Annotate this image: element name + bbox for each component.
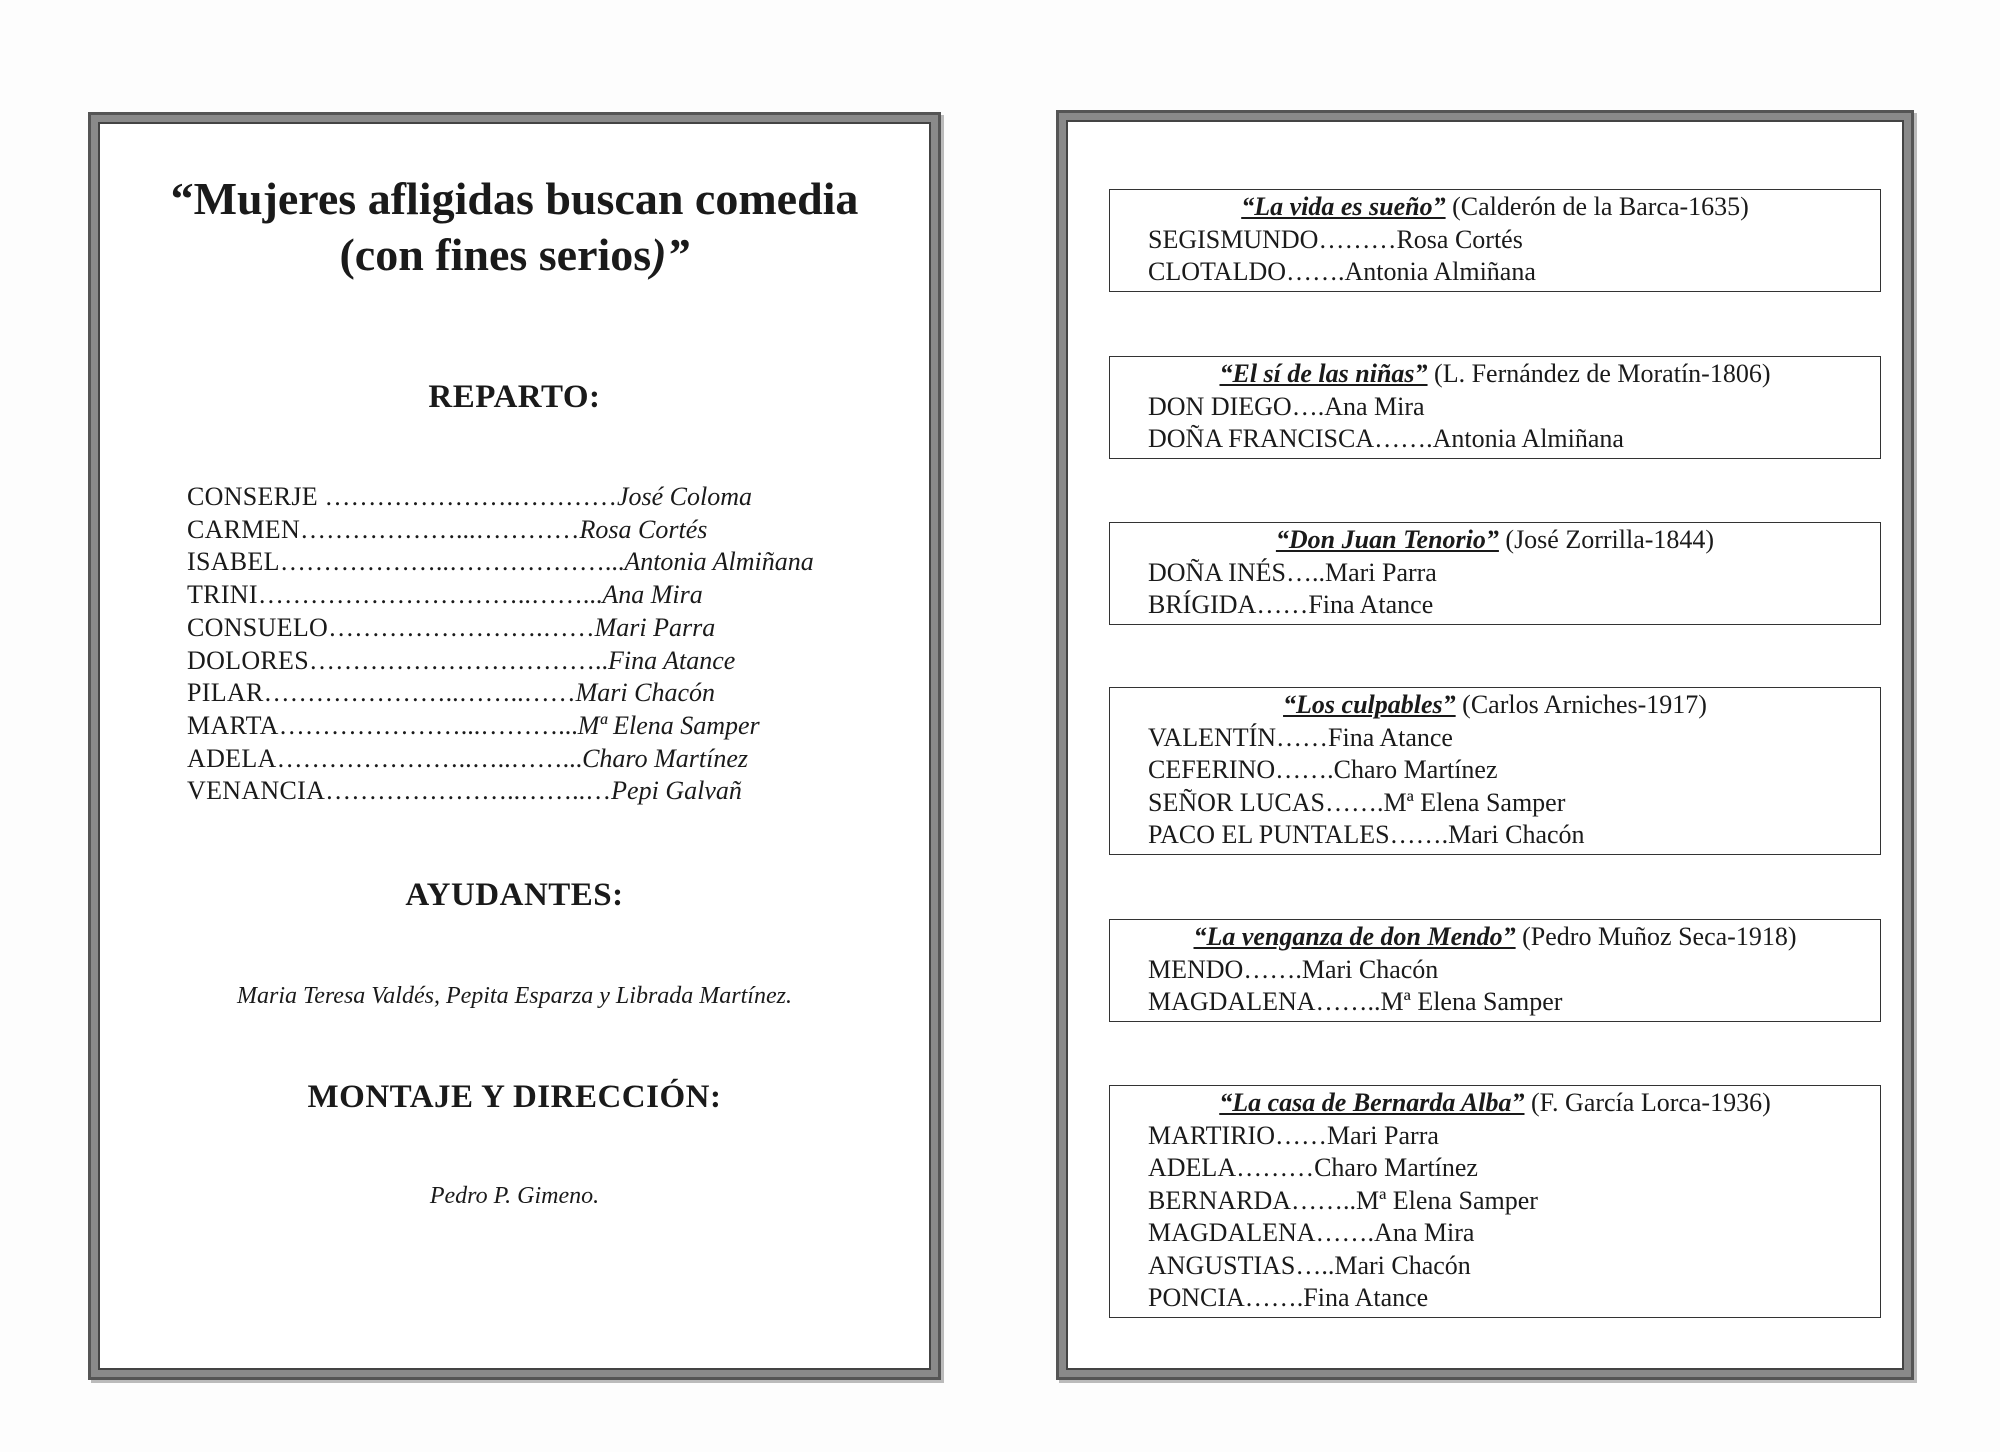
play-role: MAGDALENA……..Mª Elena Samper xyxy=(1148,987,1563,1016)
play-title-line-2-main: (con fines serios xyxy=(339,229,652,280)
cast-dots: …………………...………... xyxy=(278,710,578,740)
cast-item xyxy=(187,645,814,678)
cast-dots: …………………..…..……... xyxy=(276,743,583,773)
cast-dots: …………………………….. xyxy=(309,645,608,675)
play-role: BERNARDA……..Mª Elena Samper xyxy=(1148,1185,1538,1215)
play-name: “La vida es sueño” xyxy=(1241,192,1446,221)
cast-actor: Mari Chacón xyxy=(575,678,716,708)
play-box xyxy=(1109,919,1881,1022)
play-name: “El sí de las niñas” xyxy=(1219,359,1428,388)
play-box xyxy=(1109,522,1881,625)
cast-list xyxy=(187,481,814,808)
play-role: DOÑA FRANCISCA…….Antonia Almiñana xyxy=(1148,424,1624,453)
cast-role: CONSERJE xyxy=(187,482,318,511)
play-box-title xyxy=(1110,358,1880,391)
cast-actor: Ana Mira xyxy=(602,580,703,610)
ayudantes-text: Maria Teresa Valdés, Pepita Esparza y Librada Martínez. xyxy=(237,983,792,1009)
cast-item xyxy=(187,481,814,514)
play-box-title xyxy=(1110,689,1880,722)
play-box xyxy=(1109,189,1881,292)
cast-dots: ………………..………………... xyxy=(279,547,625,577)
cast-role: TRINI xyxy=(187,580,258,610)
play-box-title xyxy=(1110,921,1880,954)
cast-dots: ………………...………… xyxy=(300,514,580,544)
play-role: MARTIRIO……Mari Parra xyxy=(1148,1120,1439,1150)
cast-dots: …………………..……..…… xyxy=(263,678,576,708)
play-role: BRÍGIDA……Fina Atance xyxy=(1148,590,1434,619)
cast-item xyxy=(187,743,814,776)
play-name: “La venganza de don Mendo” xyxy=(1193,922,1516,951)
right-page-panel xyxy=(1056,110,1914,1380)
play-title-line-2 xyxy=(91,227,938,283)
play-box xyxy=(1109,687,1881,855)
play-info: (L. Fernández de Moratín-1806) xyxy=(1427,359,1771,388)
play-role: PACO EL PUNTALES…….Mari Chacón xyxy=(1148,820,1585,849)
cast-item xyxy=(187,579,814,612)
left-page-panel xyxy=(88,112,941,1380)
play-role: CLOTALDO…….Antonia Almiñana xyxy=(1148,257,1536,286)
cast-actor: Pepi Galvañ xyxy=(611,776,742,806)
play-box xyxy=(1109,1085,1881,1318)
montaje-text: Pedro P. Gimeno. xyxy=(429,1183,600,1209)
cast-role: ISABEL xyxy=(187,547,280,577)
play-title-line-2-end: )” xyxy=(651,229,690,280)
cast-dots: …………………….…… xyxy=(328,612,595,642)
play-box-title xyxy=(1110,524,1880,557)
cast-item xyxy=(187,775,814,808)
play-role: ADELA………Charo Martínez xyxy=(1148,1153,1478,1182)
cast-item xyxy=(187,710,814,743)
play-role: CEFERINO…….Charo Martínez xyxy=(1148,755,1498,784)
play-box xyxy=(1109,356,1881,459)
cast-actor: Mari Parra xyxy=(594,612,716,642)
play-box-title xyxy=(1110,191,1880,224)
play-role: SEGISMUNDO………Rosa Cortés xyxy=(1148,224,1523,254)
cast-item xyxy=(187,514,814,547)
cast-item xyxy=(187,612,814,645)
reparto-heading: REPARTO: xyxy=(428,379,601,415)
cast-actor: José Coloma xyxy=(616,482,753,511)
montaje-heading: MONTAJE Y DIRECCIÓN: xyxy=(307,1079,722,1115)
play-role: SEÑOR LUCAS…….Mª Elena Samper xyxy=(1148,787,1566,817)
cast-role: MARTA xyxy=(187,710,279,740)
play-title-line-1: “Mujeres afligidas buscan comedia xyxy=(170,173,859,224)
play-role: PONCIA…….Fina Atance xyxy=(1148,1283,1429,1312)
play-title xyxy=(91,171,938,283)
play-box-title xyxy=(1110,1087,1880,1120)
play-role: MENDO…….Mari Chacón xyxy=(1148,954,1439,984)
cast-dots: …………………………..……... xyxy=(257,580,603,610)
cast-role: ADELA xyxy=(187,743,277,773)
ayudantes-heading: AYUDANTES: xyxy=(405,877,624,913)
play-name: “Don Juan Tenorio” xyxy=(1275,525,1499,554)
play-info: (Carlos Arniches-1917) xyxy=(1455,690,1707,719)
cast-item xyxy=(187,546,814,579)
play-info: (Calderón de la Barca-1635) xyxy=(1445,192,1749,221)
cast-actor: Fina Atance xyxy=(608,645,736,675)
play-role: MAGDALENA…….Ana Mira xyxy=(1148,1218,1475,1247)
cast-role: VENANCIA xyxy=(187,776,326,806)
cast-actor: Rosa Cortés xyxy=(579,514,708,544)
cast-dots: ………………….………… xyxy=(317,482,617,511)
cast-actor: Charo Martínez xyxy=(582,743,748,773)
play-name: “La casa de Bernarda Alba” xyxy=(1219,1088,1525,1117)
play-role: VALENTÍN……Fina Atance xyxy=(1148,722,1453,752)
cast-actor: Mª Elena Samper xyxy=(577,710,760,740)
play-info: (F. García Lorca-1936) xyxy=(1524,1088,1771,1117)
cast-role: CONSUELO xyxy=(187,612,329,642)
cast-role: PILAR xyxy=(187,678,264,708)
cast-role: DOLORES xyxy=(187,645,309,675)
cast-actor: Antonia Almiñana xyxy=(624,547,814,577)
play-info: (Pedro Muñoz Seca-1918) xyxy=(1515,922,1797,951)
play-name: “Los culpables” xyxy=(1283,690,1456,719)
cast-role: CARMEN xyxy=(187,514,301,544)
play-info: (José Zorrilla-1844) xyxy=(1498,525,1715,554)
cast-dots: …………………..……..… xyxy=(325,776,612,806)
play-role: DON DIEGO….Ana Mira xyxy=(1148,391,1425,421)
play-role: ANGUSTIAS…..Mari Chacón xyxy=(1148,1250,1471,1280)
play-role: DOÑA INÉS…..Mari Parra xyxy=(1148,557,1437,587)
cast-item xyxy=(187,677,814,710)
